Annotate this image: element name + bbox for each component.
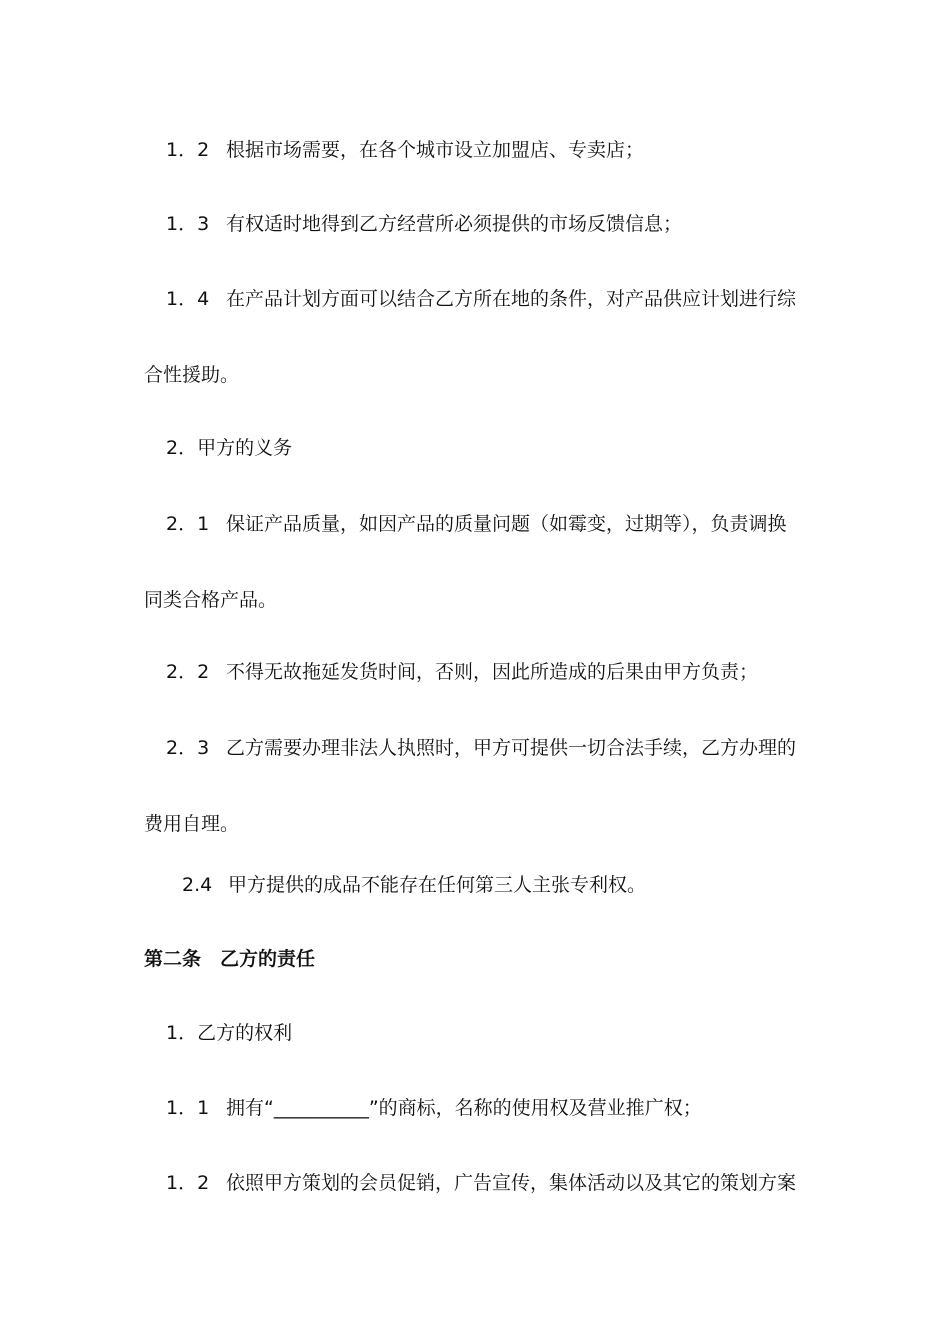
paragraph-1-4-continuation: 合性援助。 [144,364,240,386]
clause-number: 2．2 [166,661,210,683]
paragraph-2-1-continuation: 同类合格产品。 [144,589,278,611]
clause-number: 1．3 [166,213,210,235]
clause-text: 甲方提供的成品不能存在任何第三人主张专利权。 [228,874,647,896]
clause-number: 2.4 [182,874,213,896]
paragraph-1-4 [166,287,836,311]
clause-text: 不得无故拖延发货时间，否则，因此所造成的后果由甲方负责； [226,661,759,683]
clause-text: 依照甲方策划的会员促销，广告宣传，集体活动以及其它的策划方案 [226,1172,797,1194]
paragraph-b-1-1 [166,1096,836,1120]
clause-text: 在产品计划方面可以结合乙方所在地的条件，对产品供应计划进行综 [226,288,797,310]
section-party-a-obligations: 2．甲方的义务 [166,437,293,459]
paragraph-2-3 [166,736,836,760]
clause-number: 1．2 [166,1172,210,1194]
paragraph-1-3 [166,212,836,236]
clause-number: 2．3 [166,737,210,759]
paragraph-2-1 [166,512,836,536]
clause-text: 保证产品质量，如因产品的质量问题（如霉变，过期等），负责调换 [226,513,787,535]
clause-number: 1．2 [166,139,210,161]
paragraph-2-3-continuation: 费用自理。 [144,813,240,835]
article-two-heading: 第二条 乙方的责任 [144,948,316,970]
paragraph-1-2 [166,138,836,162]
clause-text: 根据市场需要，在各个城市设立加盟店、专卖店； [226,139,645,161]
paragraph-2-4 [182,873,852,897]
clause-number: 1．4 [166,288,210,310]
clause-text: 有权适时地得到乙方经营所必须提供的市场反馈信息； [226,213,683,235]
clause-text: 乙方需要办理非法人执照时，甲方可提供一切合法手续，乙方办理的 [226,737,797,759]
clause-text: 拥有“__________”的商标，名称的使用权及营业推广权； [226,1097,702,1119]
paragraph-b-1-2 [166,1171,836,1195]
paragraph-2-2 [166,660,836,684]
clause-number: 1．1 [166,1097,210,1119]
clause-number: 2．1 [166,513,210,535]
section-party-b-rights: 1．乙方的权利 [166,1022,293,1044]
